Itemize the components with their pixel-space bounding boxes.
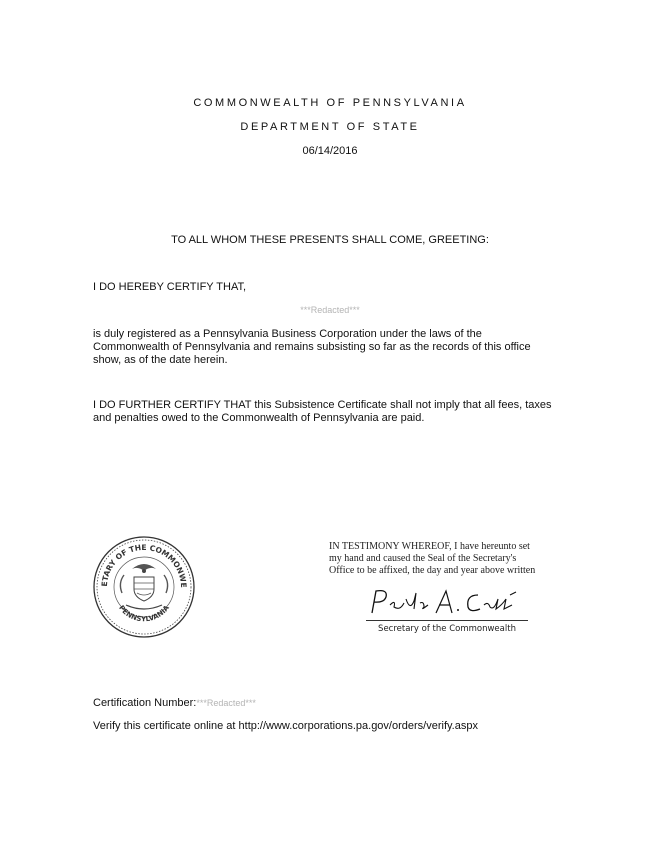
- signature-title: Secretary of the Commonwealth: [378, 624, 516, 634]
- verify-text: Verify this certificate online at http://www.corporations.pa.gov/orders/verify.aspx: [93, 720, 478, 732]
- signature-line: [366, 620, 528, 621]
- further-certify-paragraph: I DO FURTHER CERTIFY THAT this Subsistence Certificate shall not imply that all fees, taxes and penalties owed to the Commonwealth of Pennsylvania are paid.: [93, 399, 552, 424]
- svg-text:SECRETARY OF THE COMMONWEALTH: [92, 535, 188, 588]
- seal-text-top: ETARY OF THE COMMONWE: [99, 542, 189, 588]
- certify-intro: I DO HEREBY CERTIFY THAT,: [93, 281, 247, 293]
- greeting: TO ALL WHOM THESE PRESENTS SHALL COME, GREETING:: [171, 234, 489, 246]
- seal-icon: [92, 535, 196, 639]
- entity-name: ***Redacted***: [300, 305, 360, 315]
- cert-number-label: Certification Number:: [93, 697, 197, 709]
- seal-text-bottom: PENNSYLVANIA: [117, 603, 171, 624]
- cert-number-value: ***Redacted***: [196, 698, 256, 708]
- signature-icon: [366, 585, 526, 619]
- certification-number: [93, 697, 256, 709]
- registration-paragraph: is duly registered as a Pennsylvania Business Corporation under the laws of the Commonwealth of Pennsylvania and remains subsisting so far as the records of this office show, as of the date herein.: [93, 328, 531, 366]
- header-department: DEPARTMENT OF STATE: [240, 121, 420, 133]
- testimony-text: IN TESTIMONY WHEREOF, I have hereunto set my hand and caused the Seal of the Secretary's Office to be affixed, the day and year above written: [329, 541, 536, 576]
- svg-text:PENNSYLVANIA: [117, 604, 171, 624]
- certificate-date: 06/14/2016: [302, 145, 358, 157]
- header-commonwealth: COMMONWEALTH OF PENNSYLVANIA: [193, 97, 467, 109]
